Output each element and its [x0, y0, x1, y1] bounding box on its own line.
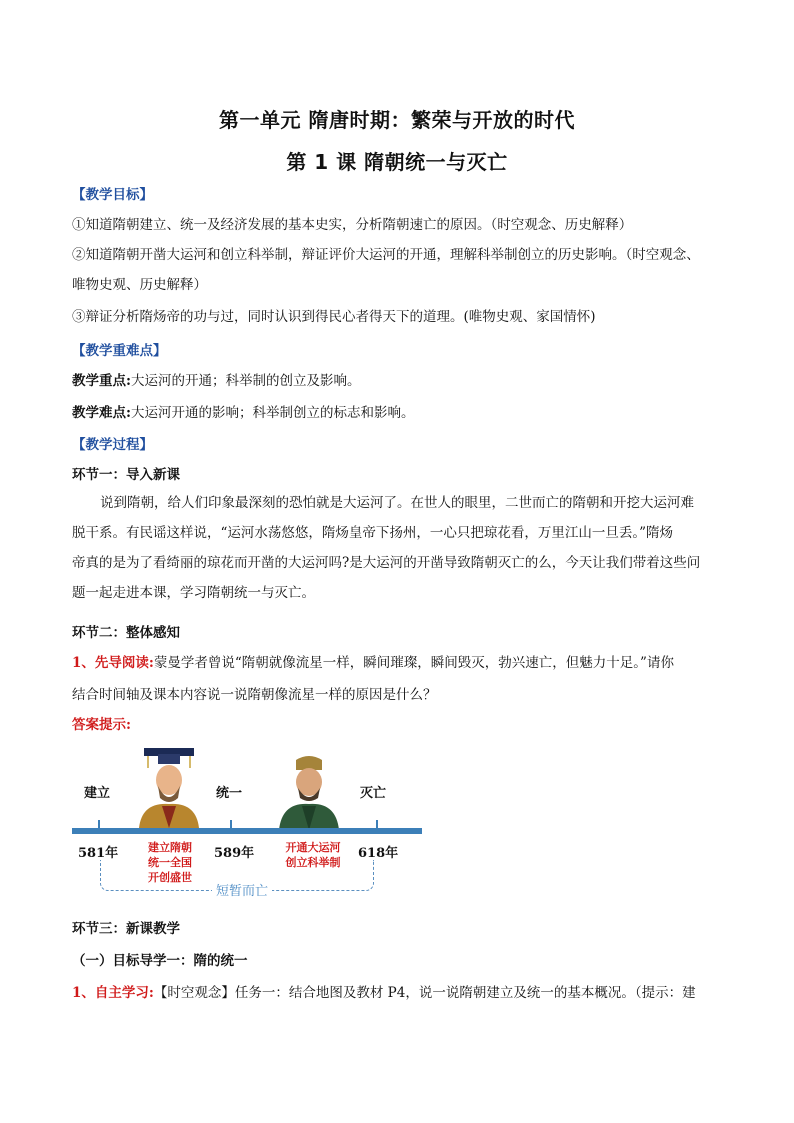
timeline-tick [230, 820, 232, 830]
lesson-title: 第 1 课 隋朝统一与灭亡 [286, 150, 508, 174]
difficulty-label: 教学难点: [72, 405, 131, 421]
preread-label: 1、先导阅读: [72, 655, 154, 671]
focus-label: 教学重点: [72, 373, 131, 389]
event-text: 开通大运河 [285, 841, 341, 854]
goal-item: 唯物史观、历史解释） [72, 277, 207, 293]
intro-line: 题一起走进本课，学习隋朝统一与灭亡。 [72, 585, 315, 601]
event-text: 开创盛世 [148, 871, 192, 884]
self-study-label: 1、自主学习: [72, 985, 154, 1001]
step2-heading: 环节二：整体感知 [72, 625, 180, 641]
goal-item: ①知道隋朝建立、统一及经济发展的基本史实，分析隋朝速亡的原因。（时空观念、历史解释） [72, 217, 633, 233]
intro-paragraph [72, 488, 728, 608]
difficulty-text: 大运河开通的影响；科举制创立的标志和影响。 [130, 405, 415, 421]
intro-line: 帝真的是为了看绮丽的琼花而开凿的大运河吗?是大运河的开凿导致隋朝灭亡的么，今天让我们带着这些问 [72, 555, 701, 571]
timeline-label-founded: 建立 [84, 786, 111, 801]
self-study-line [72, 982, 742, 1004]
preread-line [72, 652, 742, 674]
focus-line [72, 370, 742, 392]
goal-item: ③辩证分析隋炀帝的功与过，同时认识到得民心者得天下的道理。(唯物史观、家国情怀) [72, 309, 596, 325]
timeline-year-581: 581年 [78, 846, 119, 861]
step1-heading: 环节一：导入新课 [72, 467, 180, 483]
key-points-heading: 【教学重难点】 [72, 343, 167, 359]
sui-timeline-figure [72, 748, 432, 908]
goals-heading: 【教学目标】 [72, 187, 153, 203]
timeline-year-618: 618年 [358, 846, 399, 861]
emperor-portrait-icon [134, 746, 204, 828]
process-heading: 【教学过程】 [72, 437, 153, 453]
preread-text: 蒙曼学者曾说“隋朝就像流星一样，瞬间璀璨，瞬间毁灭，勃兴速亡，但魅力十足。”请你 [153, 655, 674, 671]
timeline-year-589: 589年 [214, 846, 255, 861]
goal-item: ②知道隋朝开凿大运河和创立科举制，辩证评价大运河的开通，理解科举制创立的历史影响。（时空观念、 [72, 247, 700, 263]
timeline-brace-text: 短暂而亡 [212, 880, 272, 899]
timeline-tick [98, 820, 100, 830]
target1-heading: （一）目标导学一：隋的统一 [72, 953, 248, 969]
event-text: 建立隋朝 [148, 841, 192, 854]
event-text: 统一全国 [148, 856, 192, 869]
timeline-label-unified: 统一 [216, 786, 243, 801]
answer-label: 答案提示: [72, 717, 131, 733]
timeline-tick [376, 820, 378, 830]
step3-heading: 环节三：新课教学 [72, 921, 180, 937]
preread-line-2: 结合时间轴及课本内容说一说隋朝像流星一样的原因是什么？ [72, 687, 437, 703]
intro-line: 脱干系。有民谣这样说，“运河水荡悠悠，隋炀皇帝下扬州，一心只把琼花看，万里江山一旦丢。”隋炀 [72, 525, 674, 541]
timeline-axis [72, 828, 422, 834]
intro-line: 说到隋朝，给人们印象最深刻的恐怕就是大运河了。在世人的眼里，二世而亡的隋朝和开挖大运河难 [100, 495, 694, 511]
difficulty-line [72, 402, 742, 424]
focus-text: 大运河的开通；科举制的创立及影响。 [130, 373, 361, 389]
event-text: 创立科举制 [285, 856, 341, 869]
emperor-portrait-icon [276, 752, 342, 830]
self-study-text: 【时空观念】任务一：结合地图及教材 P4，说一说隋朝建立及统一的基本概况。（提示：建 [153, 985, 696, 1001]
timeline-label-fall: 灭亡 [360, 786, 387, 801]
unit-title: 第一单元 隋唐时期：繁荣与开放的时代 [219, 108, 575, 132]
